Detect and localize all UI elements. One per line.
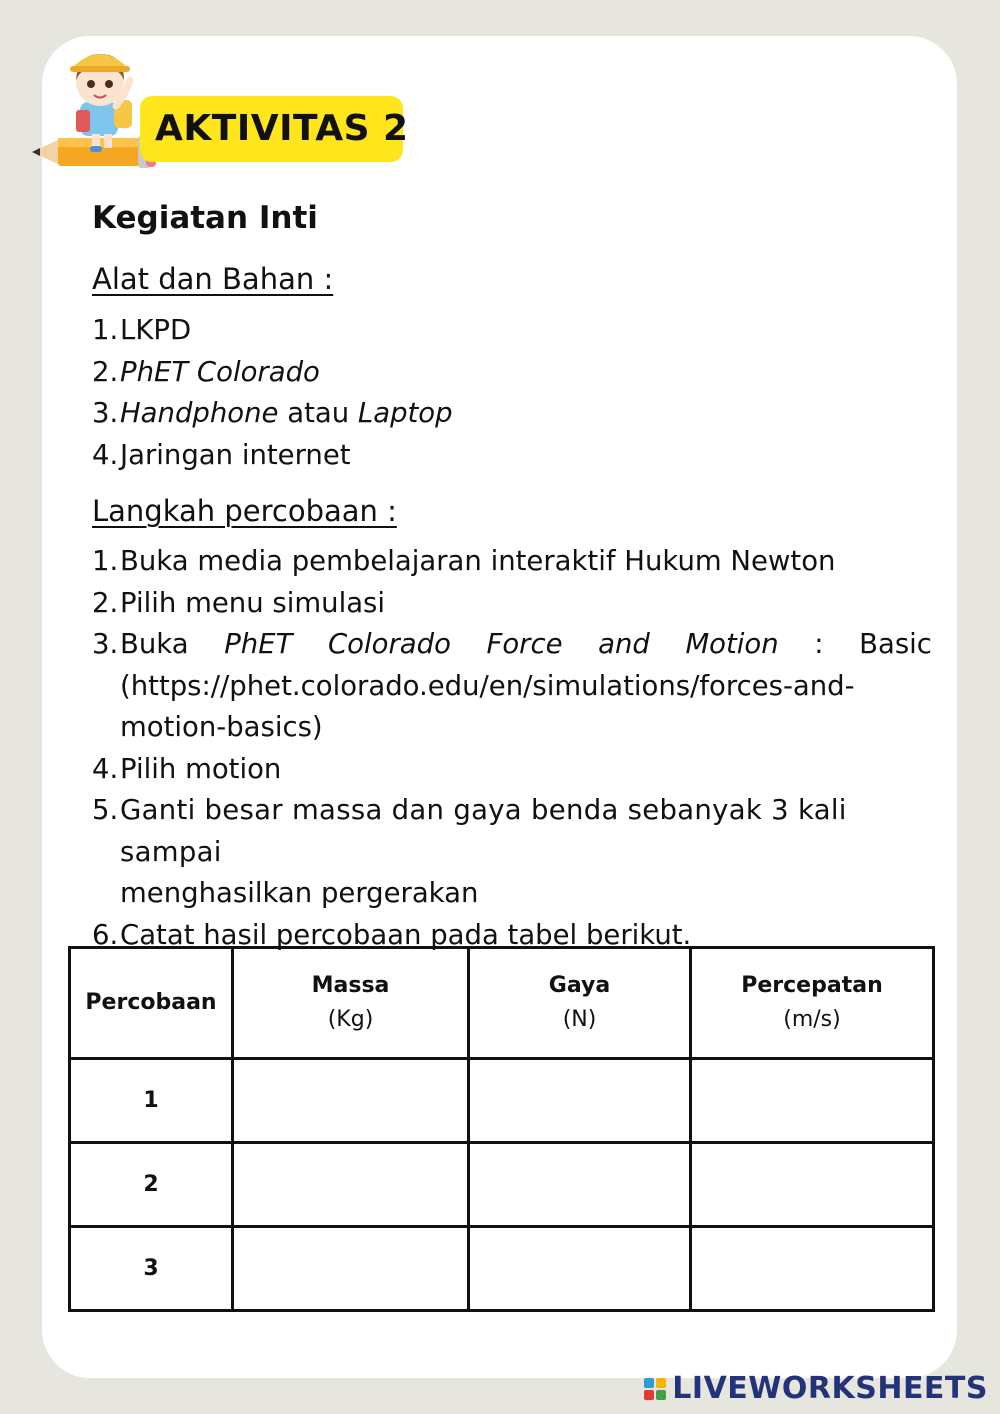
table-row (70, 1143, 934, 1227)
gaya-cell[interactable] (469, 1059, 691, 1143)
simulation-url[interactable]: (https://phet.colorado.edu/en/simulations/forces-and- motion-basics) (120, 669, 855, 743)
results-table (68, 946, 935, 1312)
liveworksheets-watermark[interactable] (644, 1371, 988, 1406)
liveworksheets-logo-icon (644, 1378, 666, 1400)
activity-title: AKTIVITAS 2 (155, 108, 409, 149)
massa-cell[interactable] (233, 1143, 469, 1227)
list-item: 3. Handphone atau Laptop (92, 397, 453, 429)
table-row (70, 1227, 934, 1311)
header-percobaan: Percobaan (70, 948, 233, 1059)
steps-heading: Langkah percobaan : (92, 494, 397, 528)
table-row (70, 1059, 934, 1143)
list-item: 2. Pilih menu simulasi (92, 586, 386, 619)
header-percepatan: Percepatan (m/s) (691, 948, 934, 1059)
list-item: 3. Buka PhET Colorado Force and Motion : Basic (https://phet.colorado.edu/en/simulations/forces-and- motion-basics) (92, 624, 932, 749)
list-item: 4. Pilih motion (92, 752, 282, 785)
table-header-row (70, 948, 934, 1059)
gaya-cell[interactable] (469, 1227, 691, 1311)
list-item: 2. PhET Colorado (92, 355, 320, 388)
list-item: 1. LKPD (92, 314, 192, 346)
section-title: Kegiatan Inti (92, 200, 318, 236)
row-number: 3 (70, 1227, 233, 1311)
gaya-cell[interactable] (469, 1143, 691, 1227)
tools-heading: Alat dan Bahan : (92, 262, 334, 296)
row-number: 1 (70, 1059, 233, 1143)
watermark-text: LIVEWORKSHEETS (672, 1371, 988, 1406)
student-on-pencil-illustration (28, 40, 158, 175)
percepatan-cell[interactable] (691, 1059, 934, 1143)
percepatan-cell[interactable] (691, 1227, 934, 1311)
massa-cell[interactable] (233, 1059, 469, 1143)
list-item: 5. Ganti besar massa dan gaya benda sebanyak 3 kali sampai menghasilkan pergerakan (92, 794, 847, 909)
list-item: 6. Catat hasil percobaan pada tabel berikut. (92, 918, 692, 951)
steps-list (92, 541, 932, 956)
tools-list (92, 310, 932, 476)
massa-cell[interactable] (233, 1227, 469, 1311)
list-item: 4. Jaringan internet (92, 438, 351, 471)
percepatan-cell[interactable] (691, 1143, 934, 1227)
list-item: 1. Buka media pembelajaran interaktif Hukum Newton (92, 545, 836, 577)
header-massa: Massa (Kg) (233, 948, 469, 1059)
row-number: 2 (70, 1143, 233, 1227)
header-gaya: Gaya (N) (469, 948, 691, 1059)
